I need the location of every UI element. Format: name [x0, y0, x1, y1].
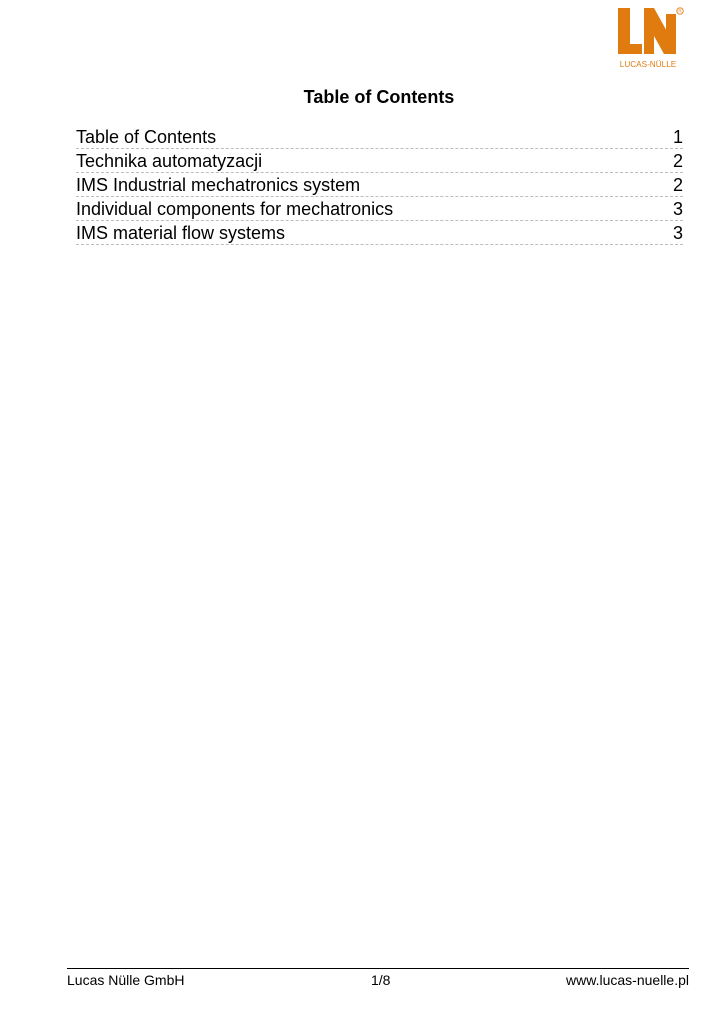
footer-company: Lucas Nülle GmbH: [67, 972, 185, 988]
footer-divider: [67, 968, 689, 969]
toc-entry-page: 1: [672, 127, 683, 147]
toc-entry[interactable]: [76, 221, 683, 245]
svg-text:R: R: [678, 8, 682, 14]
table-of-contents: [76, 125, 683, 245]
toc-entry-label: Individual components for mechatronics: [76, 199, 394, 219]
page-title: Table of Contents: [303, 87, 455, 107]
toc-entry-page: 3: [672, 199, 683, 219]
toc-entry-label: Table of Contents: [76, 127, 217, 147]
footer-website-link[interactable]: www.lucas-nuelle.pl: [566, 972, 689, 988]
toc-entry[interactable]: [76, 125, 683, 149]
lucas-nuelle-logo: [614, 4, 686, 76]
toc-entry-page: 2: [672, 151, 683, 171]
footer-page-number: 1/8: [371, 972, 391, 988]
toc-entry[interactable]: [76, 197, 683, 221]
toc-entry[interactable]: [76, 149, 683, 173]
toc-entry-label: IMS Industrial mechatronics system: [76, 175, 361, 195]
toc-entry-label: IMS material flow systems: [76, 223, 286, 243]
toc-entry-label: Technika automatyzacji: [76, 151, 263, 171]
toc-entry-page: 3: [672, 223, 683, 243]
toc-entry[interactable]: [76, 173, 683, 197]
toc-entry-page: 2: [672, 175, 683, 195]
logo-wordmark: LUCAS-NÜLLE: [619, 60, 677, 69]
page-footer: [67, 971, 689, 989]
